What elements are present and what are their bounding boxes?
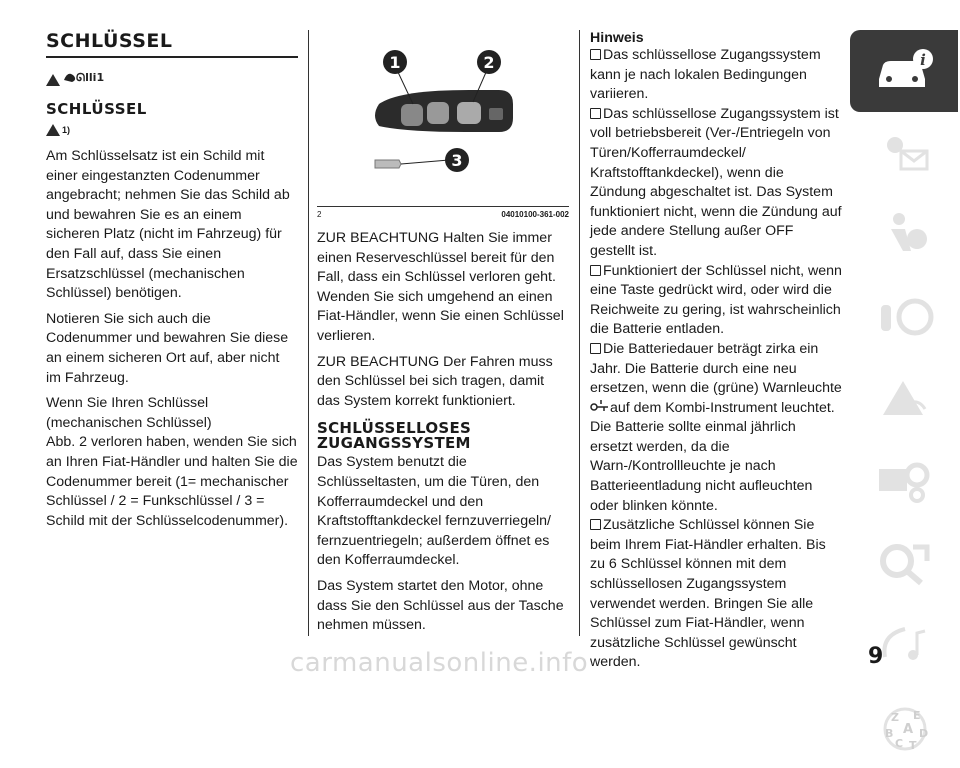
- svg-text:Z: Z: [891, 711, 899, 724]
- paragraph-codenumber: Am Schlüsselsatz ist ein Schild mit einer eingestanzten Codenummer angebracht; nehmen Sie das Schild ab und bewahren Sie es an einem sicheren Platz (nicht im Fahrzeug) für den Fall auf, dass Sie einen Ersatzschlüssel (mechanischen Schlüssel) benötigen.: [46, 148, 290, 302]
- tab-starting-driving[interactable]: [850, 276, 958, 358]
- figure-code: 04010100-361-002: [501, 210, 569, 219]
- technical-data-icon: [873, 537, 935, 589]
- key-warning-light-icon: [590, 400, 610, 412]
- hinweis-item-5: Zusätzliche Schlüssel können Sie beim Ihrem Fiat-Händler erhalten. Bis zu 6 Schlüssel können mit dem schlüssellosen Zugangssystem verwendet werden. Bringen Sie alle Schlüssel zum Fiat-Händler, wenn zusätzliche Schlüssel gewünscht werden.: [590, 517, 826, 671]
- tab-index[interactable]: [850, 686, 958, 768]
- note-ref: 1): [62, 125, 71, 135]
- subsection-title: SCHLÜSSEL: [46, 100, 147, 118]
- paragraph-lost-key: Wenn Sie Ihren Schlüssel (mechanischen Schlüssel) Abb. 2 verloren haben, wenden Sie sich an Ihren Fiat-Händler und halten Sie die Codenummer bereit (1= mechanischer Schlüssel / 2 = Funkschlüssel / 3 = Schild mit der Schlüsselcodenummer).: [46, 395, 298, 529]
- car-info-icon: [873, 45, 935, 97]
- figure-caption: [317, 206, 569, 219]
- book-icon: [590, 265, 601, 276]
- section-title: SCHLÜSSEL: [46, 30, 298, 58]
- index-icon: [873, 701, 935, 753]
- key-figure-icon: [62, 66, 108, 86]
- keyless-title: SCHLÜSSELLOSES ZUGANGSSYSTEM: [317, 419, 472, 453]
- tab-emergency[interactable]: [850, 358, 958, 440]
- column-3: [590, 30, 842, 673]
- book-icon: [590, 343, 601, 354]
- svg-text:A: A: [903, 722, 914, 737]
- safety-icon: [873, 209, 935, 261]
- dashboard-lights-icon: [873, 127, 935, 179]
- svg-text:B: B: [885, 727, 894, 740]
- warning-note-icon: [46, 66, 298, 86]
- tab-safety[interactable]: [850, 194, 958, 276]
- svg-text:E: E: [913, 709, 921, 722]
- note-ref-warning: [46, 124, 70, 136]
- tab-maintenance[interactable]: [850, 440, 958, 522]
- figure-number: 2: [317, 210, 322, 219]
- watermark: carmanualsonline.info: [290, 648, 589, 678]
- svg-text:C: C: [895, 737, 904, 750]
- book-icon: [590, 49, 601, 60]
- book-icon: [590, 108, 601, 119]
- key-figure: [317, 30, 569, 200]
- svg-text:ᘏlli1: ᘏlli1: [76, 71, 105, 84]
- tab-multimedia[interactable]: [850, 604, 958, 686]
- emergency-icon: [873, 373, 935, 425]
- callout-3: 3: [451, 151, 463, 170]
- callout-1: 1: [389, 53, 401, 72]
- column-2: [317, 30, 569, 636]
- hinweis-item-4: Die Batteriedauer beträgt zirka ein Jahr. Die Batterie durch eine neu ersetzen, wenn die (grüne) Warnleuchte auf dem Kombi-Instrument leuchtet. Die Batterie sollte einmal jährlich ersetzt werden, da die Warn-/Kontrollleuchte je nach Batterieentladung nicht aufleuchten oder blinken könnte.: [590, 340, 842, 514]
- chapter-sidebar: [850, 30, 960, 768]
- key-illustration: [317, 30, 569, 200]
- book-icon: [590, 519, 601, 530]
- paragraph-note: Notieren Sie sich auch die Codenummer und bewahren Sie diese an einem sicheren Ort auf, aber nicht im Fahrzeug.: [46, 310, 289, 386]
- svg-text:i: i: [920, 51, 926, 69]
- starting-driving-icon: [873, 291, 935, 343]
- warning-triangle-icon: [46, 124, 60, 136]
- column-1: [46, 30, 298, 531]
- paragraph-beachtung-2: ZUR BEACHTUNG Der Fahren muss den Schlüssel bei sich tragen, damit das System korrekt funktioniert.: [317, 353, 553, 409]
- paragraph-keyless-2: Das System startet den Motor, ohne dass Sie den Schlüssel aus der Tasche nehmen müssen.: [317, 577, 564, 634]
- hinweis-item-1: Das schlüssellose Zugangssystem kann je nach lokalen Bedingungen variieren.: [590, 47, 821, 103]
- svg-text:T: T: [909, 739, 917, 752]
- column-divider-2: [579, 30, 580, 636]
- tab-car-info[interactable]: [850, 30, 958, 112]
- maintenance-icon: [873, 455, 935, 507]
- svg-text:D: D: [919, 727, 929, 740]
- hinweis-title: Hinweis: [590, 30, 644, 46]
- hinweis-item-2: Das schlüssellose Zugangssystem ist voll betriebsbereit (Ver-/Entriegeln von Türen/Kofferraumdeckel/ Kraftstofftankdeckel), wenn die Zündung abgeschaltet ist. Das System funktioniert nicht, wenn die Zündung auf jede andere Stellung außer OFF gestellt ist.: [590, 105, 842, 259]
- hinweis-item-3: Funktioniert der Schlüssel nicht, wenn eine Taste gedrückt wird, oder wird die Reichweite zu gering, ist wahrscheinlich die Batterie entladen.: [590, 262, 842, 338]
- paragraph-keyless-1: Das System benutzt die Schlüsseltasten, um die Türen, den Kofferraumdeckel und den Kraftstofftankdeckel fernzuverriegeln/ fernzuentriegeln; außerdem öffnet es den Kofferraumdeckel.: [317, 454, 551, 569]
- tab-dashboard-lights[interactable]: [850, 112, 958, 194]
- callout-2: 2: [483, 53, 495, 72]
- page-number: 9: [868, 644, 884, 669]
- column-divider: [308, 30, 309, 636]
- paragraph-beachtung-1: ZUR BEACHTUNG Halten Sie immer einen Reserveschlüssel bereit für den Fall, dass ein Schlüssel verloren geht. Wenden Sie sich umgehend an einen Fiat-Händler, wenn Sie einen Schlüssel verlieren.: [317, 230, 564, 344]
- tab-technical-data[interactable]: [850, 522, 958, 604]
